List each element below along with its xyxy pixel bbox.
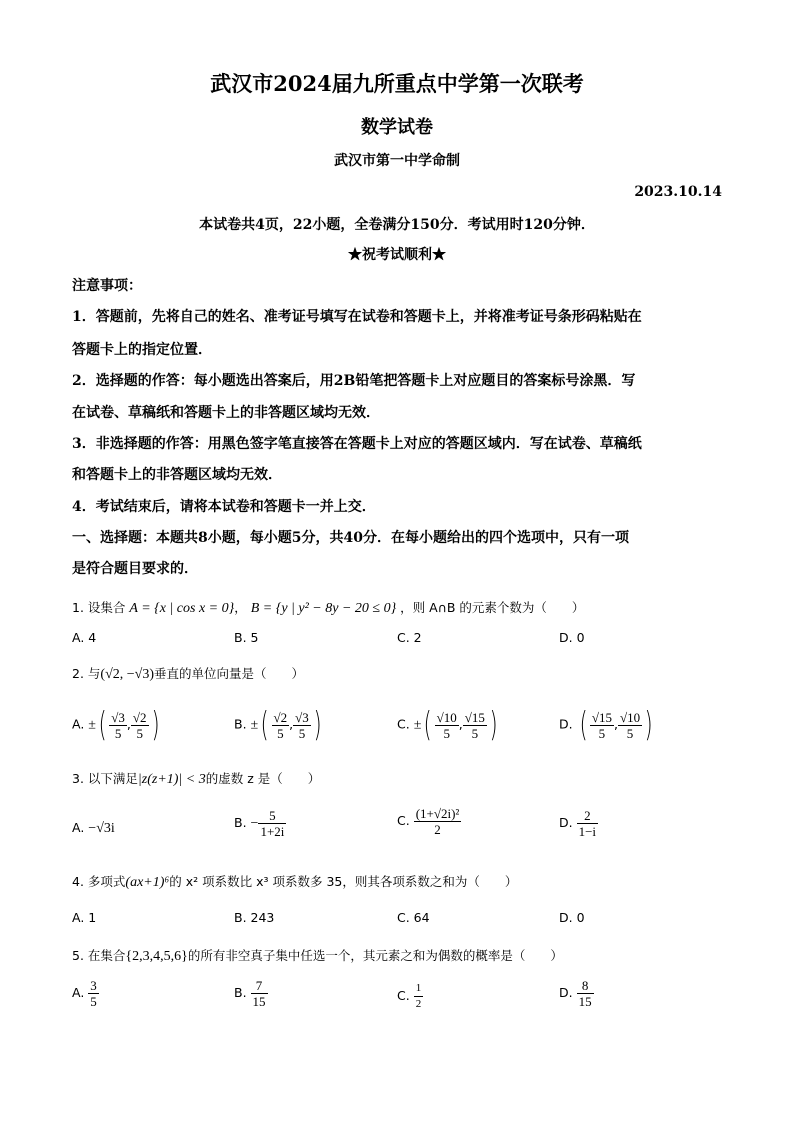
q2-suffix: 垂直的单位向量是（ ）	[154, 666, 305, 681]
q3-option-b	[234, 808, 286, 839]
q2-prefix: 2. 与	[72, 666, 101, 681]
section1-line1: 一、选择题：本题共8小题，每小题5分，共40分．在每小题给出的四个选项中，只有一项	[72, 530, 629, 546]
q3-c-num: (1+√2i)²	[415, 806, 460, 821]
q2-b-den1: 5	[277, 725, 284, 741]
note-1b: 答题卡上的指定位置．	[72, 342, 212, 358]
note-3a: 3．非选择题的作答：用黑色签字笔直接答在答题卡上对应的答题区域内．写在试卷、草稿纸	[72, 436, 642, 452]
q2-a-den1: 5	[114, 725, 122, 741]
q1-stem: 1. 设集合 A = {x | cos x = 0}， B = {y | y² − 8y − 20 ≤ 0} ，则 A∩B 的元素个数为（ ）	[72, 600, 585, 616]
q2-label-c: C.	[397, 716, 410, 732]
q1-setB: B = {y | y² − 8y − 20 ≤ 0}	[250, 601, 397, 616]
q3-b-sign: −	[250, 816, 259, 831]
note-3b: 和答题卡上的非答题区域均无效．	[72, 467, 282, 483]
q2-option-d: D. ( $\frac{√15}{5}$ , $\frac{√10}{5}$ )	[559, 705, 653, 745]
q1-prefix: 1. 设集合	[72, 600, 126, 615]
q3-a-value: −√3i	[88, 821, 115, 836]
q4-option-b: B. 243	[234, 910, 275, 925]
q2-option-b: B. ±( $\frac{√2}{5}$ , $\frac{√3}{5}$ )	[234, 705, 322, 745]
q2-pm-a: ±	[88, 717, 96, 733]
q3-label-d: D.	[559, 815, 573, 830]
exam-wish: ★祝考试顺利★	[348, 247, 446, 263]
q2-b-num1: √2	[273, 709, 288, 725]
q2-c-den2: 5	[471, 725, 479, 741]
q2-option-a: A. ±( $\frac{√3}{5}$ , $\frac{√2}{5}$ )	[72, 705, 160, 745]
q5-label-d: D.	[559, 985, 573, 1000]
q4-mid: 的 x² 项系数比 x³ 项系数多 35，则其各项系数之和为（ ）	[169, 874, 518, 889]
q2-label-b: B.	[234, 716, 247, 732]
q5-c-num: 1	[414, 981, 424, 997]
q2-d-den1: 5	[598, 725, 606, 741]
q5-b-num: 7	[251, 978, 268, 994]
q3-option-a	[72, 820, 115, 837]
q1-option-b: B. 5	[234, 630, 259, 645]
q2-d-den2: 5	[626, 725, 634, 741]
q3-stem	[72, 769, 320, 788]
q2-pm-b: ±	[250, 717, 259, 733]
q1-suffix: ，则 A∩B 的元素个数为（ ）	[400, 600, 585, 615]
note-1a: 1．答题前，先将自己的姓名、准考证号填写在试卷和答题卡上，并将准考证号条形码粘贴在	[72, 309, 642, 325]
q2-pm-c: ±	[413, 717, 422, 733]
q3-suffix: 的虚数 z 是（ ）	[205, 771, 321, 786]
q2-stem	[72, 664, 304, 683]
exam-author: 武汉市第一中学命制	[334, 153, 460, 169]
q2-label-a: A.	[72, 716, 85, 732]
q1-setA: A = {x | cos x = 0}	[129, 601, 235, 616]
q3-option-c	[397, 806, 461, 837]
q3-label-c: C.	[397, 813, 410, 828]
q5-a-den: 5	[90, 994, 97, 1009]
q3-option-d	[559, 808, 598, 839]
q4-option-c: C. 64	[397, 910, 430, 925]
note-2a: 2．选择题的作答：每小题选出答案后，用2B铅笔把答题卡上对应题目的答案标号涂黑．写	[72, 373, 636, 389]
q2-b-num2: √3	[295, 709, 309, 725]
notes-heading: 注意事项：	[72, 278, 142, 294]
q5-option-c	[397, 981, 423, 1012]
q4-poly: (ax+1)⁶	[125, 875, 170, 890]
q2-a-den2: 5	[136, 725, 143, 741]
exam-title: 武汉市2024届九所重点中学第一次联考	[210, 71, 584, 96]
q5-b-den: 15	[252, 994, 266, 1009]
q2-vector: (√2, −√3)	[100, 667, 154, 682]
q5-suffix: 的所有非空真子集中任选一个，其元素之和为偶数的概率是（ ）	[187, 948, 563, 963]
q3-label-b: B.	[234, 815, 247, 830]
q3-b-num: 5	[258, 808, 286, 824]
exam-info: 本试卷共4页，22小题，全卷满分150分．考试用时120分钟．	[199, 217, 595, 233]
q4-option-a: A. 1	[72, 910, 97, 925]
q5-set: {2,3,4,5,6}	[125, 949, 188, 964]
q2-d-num1: √15	[591, 709, 612, 725]
q3-prefix: 3. 以下满足	[72, 771, 138, 786]
q5-option-b	[234, 978, 268, 1009]
q5-prefix: 5. 在集合	[72, 948, 126, 963]
q2-d-num2: √10	[619, 709, 641, 725]
q4-option-d: D. 0	[559, 910, 585, 925]
q5-d-den: 15	[578, 994, 592, 1009]
note-2b: 在试卷、草稿纸和答题卡上的非答题区域均无效．	[72, 405, 380, 421]
q5-stem	[72, 946, 563, 965]
q5-c-den: 2	[415, 998, 422, 1010]
q5-a-num: 3	[90, 978, 97, 993]
q2-b-den2: 5	[298, 725, 306, 741]
q3-d-den: 1−i	[578, 824, 597, 839]
q1-option-a: A. 4	[72, 630, 97, 645]
exam-date: 2023.10.14	[634, 184, 722, 200]
section1-line2: 是符合题目要求的．	[72, 561, 198, 577]
q3-cond: |z(z+1)| < 3	[137, 772, 206, 787]
q3-c-den: 2	[434, 822, 441, 837]
q4-prefix: 4. 多项式	[72, 874, 126, 889]
q3-b-den: 1+2i	[260, 824, 285, 839]
q2-a-num2: √2	[132, 709, 147, 725]
q3-d-num: 2	[577, 808, 598, 824]
q5-label-a: A.	[72, 985, 85, 1000]
q2-c-den1: 5	[443, 725, 450, 741]
note-4: 4．考试结束后，请将本试卷和答题卡一并上交．	[72, 499, 376, 515]
q2-a-num1: √3	[111, 709, 125, 725]
exam-subtitle: 数学试卷	[361, 117, 433, 138]
q5-label-b: B.	[234, 985, 247, 1000]
q1-option-d: D. 0	[559, 630, 585, 645]
q2-option-c: C. ±( $\frac{√10}{5}$ , $\frac{√15}{5}$ )	[397, 705, 498, 745]
q2-c-num1: √10	[436, 709, 457, 725]
q4-stem	[72, 872, 517, 891]
q5-label-c: C.	[397, 988, 410, 1003]
q5-option-a	[72, 978, 99, 1009]
q1-option-c: C. 2	[397, 630, 422, 645]
q5-option-d	[559, 978, 594, 1009]
q2-label-d: D.	[559, 716, 573, 732]
q3-label-a: A.	[72, 820, 85, 835]
q5-d-num: 8	[577, 978, 594, 994]
q2-c-num2: √15	[464, 709, 485, 725]
